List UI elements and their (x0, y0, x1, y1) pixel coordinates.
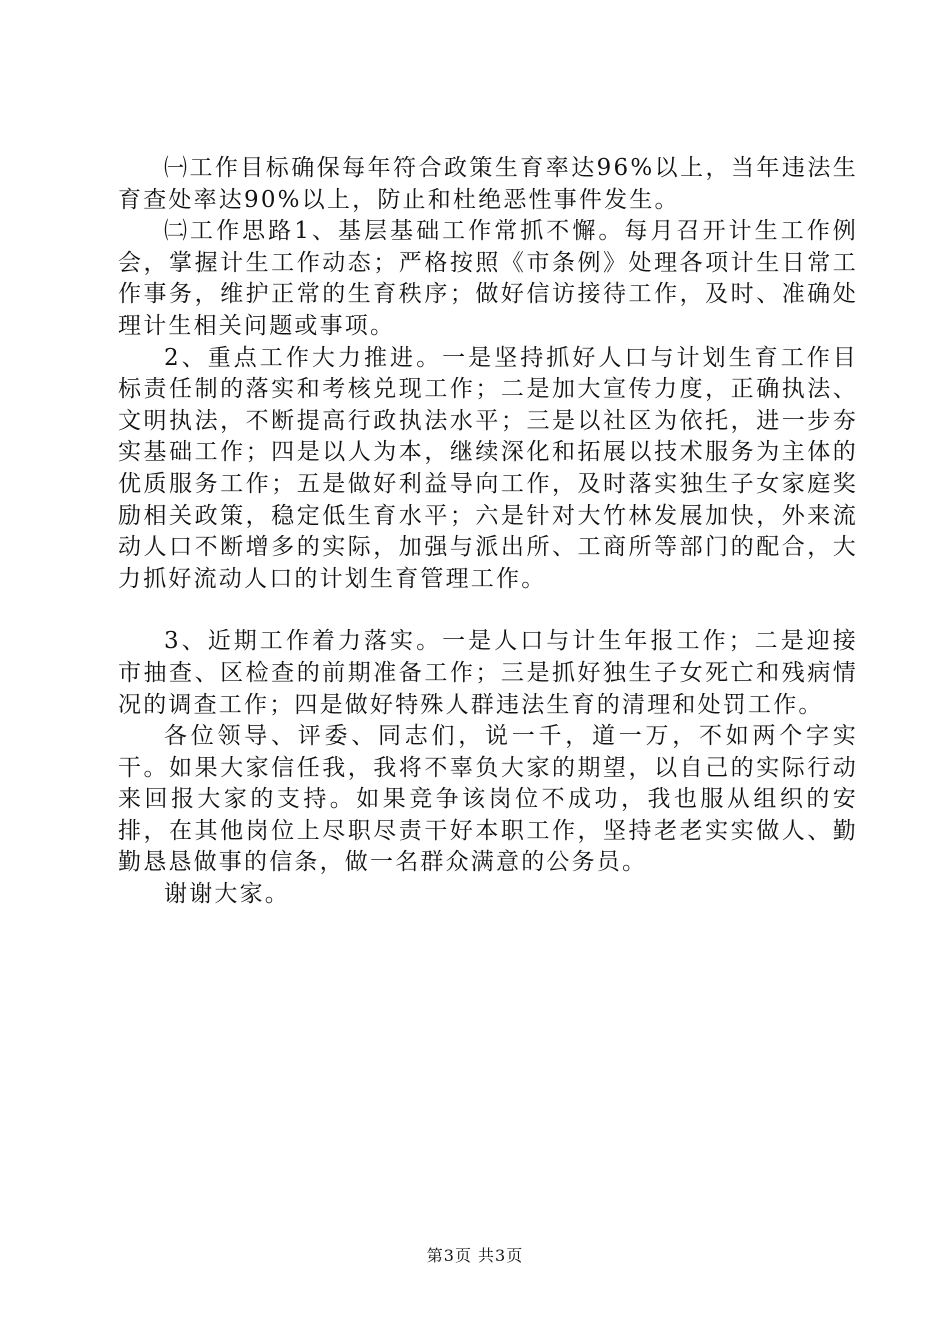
paragraph-thanks: 谢谢大家。 (164, 881, 290, 908)
paragraph-work-approach: ㈡工作思路1、基层基础工作常抓不懈。每月召开计生工作例会，掌握计生工作动态；严格按照《市条例》处理各项计生日常工作事务，维护正常的生育秩序；做好信访接待工作，及时、准确处理计生相关问题或事项。 (118, 218, 858, 339)
page-footer (0, 1243, 950, 1266)
paragraph-closing-remarks: 各位领导、评委、同志们，说一千，道一万，不如两个字实干。如果大家信任我，我将不辜负大家的期望，以自己的实际行动来回报大家的支持。如果竞争该岗位不成功，我也服从组织的安排，在其他岗位上尽职尽责干好本职工作，坚持老老实实做人、勤勤恳恳做事的信条，做一名群众满意的公务员。 (118, 723, 858, 876)
paragraph-work-goal: ㈠工作目标确保每年符合政策生育率达96%以上，当年违法生育查处率达90%以上，防止和杜绝恶性事件发生。 (118, 155, 858, 213)
paragraph-key-work: 2、重点工作大力推进。一是坚持抓好人口与计划生育工作目标责任制的落实和考核兑现工作；二是加大宣传力度，正确执法、文明执法，不断提高行政执法水平；三是以社区为依托，进一步夯实基础工作；四是以人为本，继续深化和拓展以技术服务为主体的优质服务工作；五是做好利益导向工作，及时落实独生子女家庭奖励相关政策，稳定低生育水平；六是针对大竹林发展加快，外来流动人口不断增多的实际，加强与派出所、工商所等部门的配合，大力抓好流动人口的计划生育管理工作。 (118, 344, 858, 592)
page-number: 第3页 共3页 (426, 1246, 524, 1265)
paragraph-recent-work: 3、近期工作着力落实。一是人口与计生年报工作；二是迎接市抽查、区检查的前期准备工作；三是抓好独生子女死亡和残病情况的调查工作；四是做好特殊人群违法生育的清理和处罚工作。 (118, 628, 858, 718)
document-body (118, 153, 858, 911)
